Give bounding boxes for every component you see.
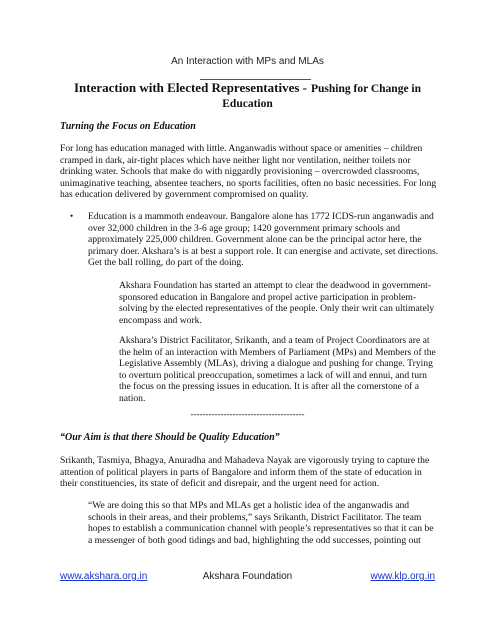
aim-paragraph: Srikanth, Tasmiya, Bhagya, Anuradha and Mahadeva Nayak are vigorously trying to capture the attention of political players in parts of Bangalore and inform them of the state of education in their constituencies, its state of deficit and disrepair, and the urgent need for action. bbox=[60, 455, 430, 490]
page-header: An Interaction with MPs and MLAs bbox=[171, 56, 324, 67]
title-main: Interaction with Elected Representatives - bbox=[73, 80, 307, 95]
bullet-text: Education is a mammoth endeavour. Bangalore alone has 1772 ICDS-run anganwadis and over 32,000 children in the 3-6 age group; 1420 government primary schools and approximately 225,000 children. Government alone can be the principal actor here, the primary doer. Akshara’s is at best a support role. It can energise and activate, set directions. Get the ball rolling, do part of the doing. bbox=[88, 211, 439, 269]
section-heading-focus: Turning the Focus on Education bbox=[60, 121, 196, 132]
title-sub: Pushing for Change in Education bbox=[222, 83, 422, 110]
sub-item-text: Akshara’s District Facilitator, Srikanth, and a team of Project Coordinators are at the helm of an interaction with Members of Parliament (MPs) and Members of the Legislative Assembly (MLAs), driving a dialogue and pushing for change. Trying to overturn political preoccupation, sometimes a lack of will and ennui, and turn the focus on the pressing issues in education. It is after all the cornerstone of a nation. bbox=[119, 335, 436, 404]
intro-paragraph: For long has education managed with little. Anganwadis without space or amenities – children cramped in dark, air-tight places which have neither light nor ventilation, neither toilets nor drinking water. Schools that make do with niggardly provisioning – overcrowded classrooms, unimaginative teaching, absentee teachers, no sports facilities, often no basic necessities. For long has education delivered by government compromised on quality. bbox=[60, 143, 437, 201]
footer-link-klp[interactable]: www.klp.org.in bbox=[370, 571, 435, 582]
sub-list-item bbox=[100, 335, 440, 405]
footer-link-akshara[interactable]: www.akshara.org.in bbox=[60, 571, 148, 582]
bullet-dot-icon: • bbox=[70, 211, 74, 221]
footer-org-name: Akshara Foundation bbox=[202, 571, 293, 582]
section-heading-aim: “Our Aim is that there Should be Quality Education” bbox=[60, 432, 280, 443]
sub-item-text: Akshara Foundation has started an attempt to clear the deadwood in government-sponsored education in Bangalore and propel active participation in problem-solving by the elected representatives of the people. Only their writ can ultimately encompass and work. bbox=[119, 280, 435, 326]
sub-list-item bbox=[100, 280, 440, 326]
bullet-item bbox=[70, 211, 440, 269]
quote-text: “We are doing this so that MPs and MLAs get a holistic idea of the anganwadis and schools in their areas, and their problems,” says Srikanth, District Facilitator. The team hopes to establish a communication channel with people’s representatives so that it can be a messenger of both good tidings and bad, highlighting the odd successes, pointing out bbox=[88, 500, 434, 546]
page-footer bbox=[0, 571, 495, 585]
section-divider: -------------------------------------- bbox=[190, 409, 305, 419]
document-title bbox=[60, 81, 435, 111]
quote-item bbox=[72, 500, 440, 546]
